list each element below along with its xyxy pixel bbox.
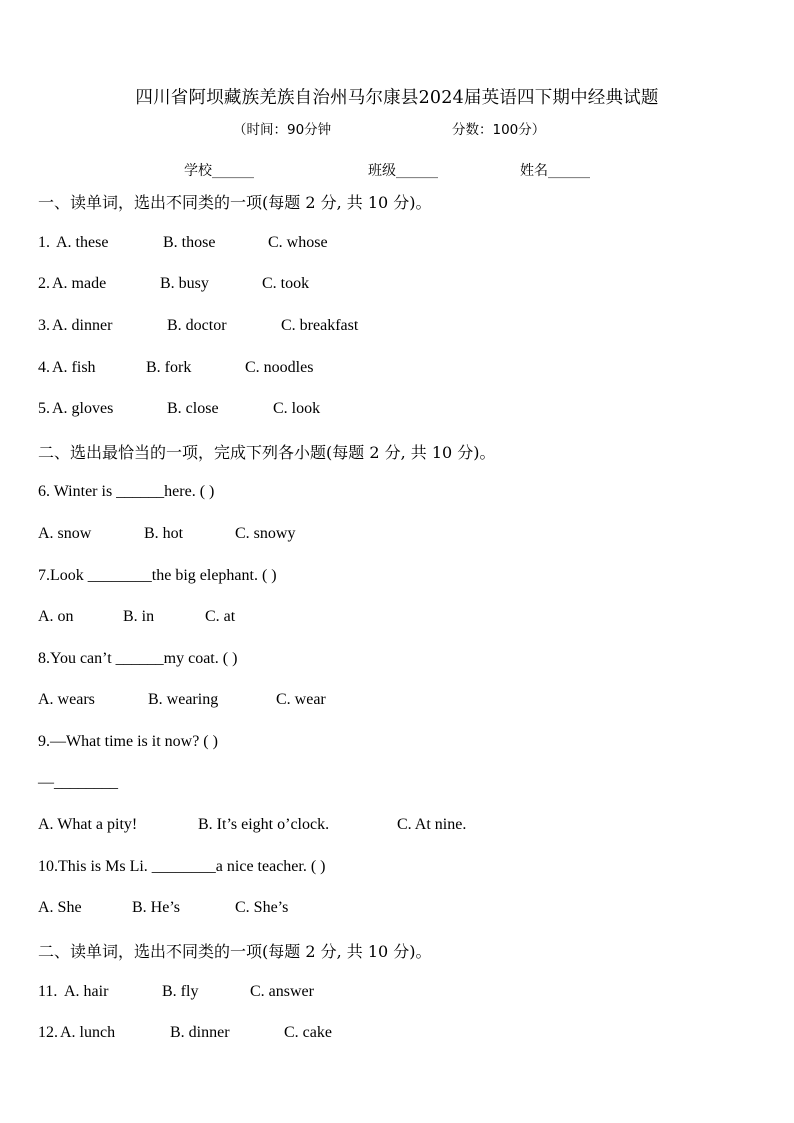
option-b: B. It’s eight o’clock. <box>198 816 330 833</box>
question-10-stem: 10.This is Ms Li. ________a nice teacher. ( ) <box>38 858 326 875</box>
option-b: B. hot <box>144 525 184 542</box>
option-c: C. look <box>273 400 321 417</box>
option-c: C. whose <box>268 234 328 251</box>
question-7-stem: 7.Look ________the big elephant. ( ) <box>38 567 277 584</box>
option-b: B. dinner <box>170 1024 230 1041</box>
option-c: C. took <box>262 275 310 292</box>
class-field: 班级______ <box>368 163 438 179</box>
option-a: A. hair <box>64 983 109 1000</box>
question-9-stem: 9.—What time is it now? ( ) <box>38 733 218 750</box>
option-c: C. She’s <box>235 899 289 916</box>
option-b: B. busy <box>160 275 209 292</box>
exam-title: 四川省阿坝藏族羌族自治州马尔康县2024届英语四下期中经典试题 <box>135 88 659 108</box>
option-a: A. on <box>38 608 74 625</box>
option-b: B. close <box>167 400 219 417</box>
option-a: A. dinner <box>52 317 113 334</box>
exam-time: （时间：90分钟 <box>233 122 332 138</box>
option-a: A. What a pity! <box>38 816 138 833</box>
question-number: 12. <box>38 1024 58 1041</box>
school-field: 学校______ <box>184 163 254 179</box>
option-c: C. snowy <box>235 525 296 542</box>
question-number: 2. <box>38 275 50 292</box>
option-a: A. made <box>52 275 107 292</box>
question-number: 11. <box>38 983 58 1000</box>
option-a: A. wears <box>38 691 95 708</box>
option-b: B. in <box>123 608 155 625</box>
option-a: A. snow <box>38 525 92 542</box>
option-b: B. wearing <box>148 691 219 708</box>
section-1-title: 一、读单词，选出不同类的一项(每题 2 分, 共 10 分)。 <box>38 193 432 212</box>
option-c: C. noodles <box>245 359 314 376</box>
question-number: 1. <box>38 234 50 251</box>
section-2-title: 二、选出最恰当的一项，完成下列各小题(每题 2 分, 共 10 分)。 <box>38 443 496 462</box>
option-b: B. fork <box>146 359 192 376</box>
section-3-title: 二、读单词，选出不同类的一项(每题 2 分, 共 10 分)。 <box>38 942 432 961</box>
question-8-stem: 8.You can’t ______my coat. ( ) <box>38 650 238 667</box>
option-b: B. doctor <box>167 317 227 334</box>
option-a: A. gloves <box>52 400 114 417</box>
question-number: 3. <box>38 317 50 334</box>
question-number: 4. <box>38 359 50 376</box>
question-number: 5. <box>38 400 50 417</box>
option-c: C. cake <box>284 1024 332 1041</box>
option-a: A. She <box>38 899 82 916</box>
option-c: C. At nine. <box>397 816 467 833</box>
option-c: C. at <box>205 608 236 625</box>
option-a: A. these <box>56 234 109 251</box>
exam-score: 分数：100分） <box>452 122 546 138</box>
option-b: B. fly <box>162 983 199 1000</box>
option-a: A. lunch <box>60 1024 116 1041</box>
option-b: B. He’s <box>132 899 180 916</box>
option-a: A. fish <box>52 359 96 376</box>
question-9-answer-line: —________ <box>38 774 118 791</box>
option-c: C. answer <box>250 983 314 1000</box>
option-c: C. wear <box>276 691 326 708</box>
question-6-stem: 6. Winter is ______here. ( ) <box>38 483 215 500</box>
option-b: B. those <box>163 234 216 251</box>
option-c: C. breakfast <box>281 317 359 334</box>
name-field: 姓名______ <box>520 163 590 179</box>
